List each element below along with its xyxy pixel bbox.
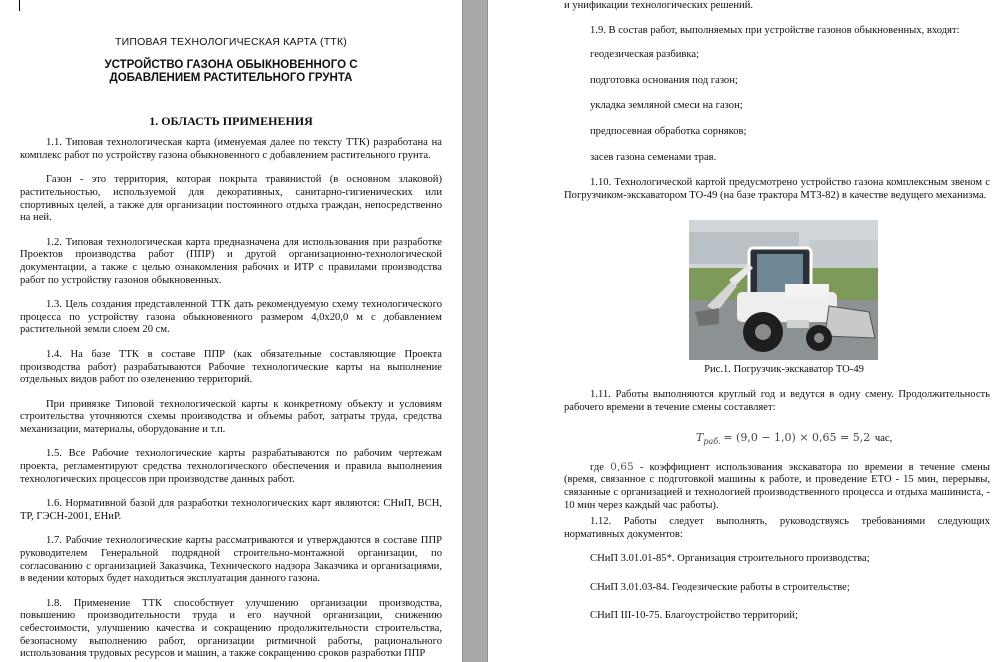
work-item: геодезическая разбивка; bbox=[590, 49, 700, 61]
left-page bbox=[0, 0, 462, 662]
paragraph-1-5: 1.5. Все Рабочие технологические карты разрабатываются по рабочим чертежам проекта, регламентируют средства технологического обеспечения и правила выполнения технологических процессов при производстве данных работ. bbox=[20, 448, 442, 485]
paragraph-1-11: 1.11. Работы выполняются круглый год и ведутся в одну смену. Продолжительность рабочего времени в течение смены составляет: bbox=[564, 388, 990, 413]
right-page bbox=[488, 0, 1004, 662]
norm-document: СНиП III-10-75. Благоустройство территорий; bbox=[590, 610, 798, 622]
work-item: укладка земляной смеси на газон; bbox=[590, 100, 743, 112]
coefficient-prefix: где bbox=[590, 461, 604, 473]
page-gutter bbox=[462, 0, 488, 662]
norm-document: СНиП 3.01.01-85*. Организация строительного производства; bbox=[590, 553, 870, 565]
formula-subscript: раб. bbox=[703, 437, 721, 447]
paragraph-1-3: 1.3. Цель создания представленной ТТК дать рекомендуемую схему технологического процесса по устройству газона обыкновенного размером 4,0х20,0 м с добавлением растительной земли слоем 20 см. bbox=[20, 299, 442, 336]
paragraph-1-12: 1.12. Работы следует выполнять, руководствуясь требованиями следующих нормативных документов: bbox=[564, 516, 990, 540]
document-type: ТИПОВАЯ ТЕХНОЛОГИЧЕСКАЯ КАРТА (ТТК) bbox=[115, 36, 347, 48]
paragraph-1-8: 1.8. Применение ТТК способствует улучшению организации производства, повышению производительности труда и его научной организации, снижению себестоимости, улучшению качества и сокращению продолжительности строительства, безопасному выполнению работ, организации ритмичной работы, рационального использования трудовых ресурсов и машин, а также сокращению сроков разработки ППР bbox=[20, 597, 442, 660]
paragraph-1-6: 1.6. Нормативной базой для разработки технологических карт являются: СНиП, ВСН, ТР, ГЭСН-2001, ЕНиР. bbox=[20, 498, 442, 522]
paragraph-1-9: 1.9. В состав работ, выполняемых при устройстве газонов обыкновенных, входят: bbox=[590, 24, 960, 36]
document-title: УСТРОЙСТВО ГАЗОНА ОБЫКНОВЕННОГО С ДОБАВЛЕНИЕМ РАСТИТЕЛЬНОГО ГРУНТА bbox=[104, 58, 358, 84]
work-item: засев газона семенами трав. bbox=[590, 151, 717, 163]
text-cursor bbox=[19, 0, 20, 11]
figure-caption: Рис.1. Погрузчик-экскаватор ТО-49 bbox=[704, 364, 864, 376]
paragraph-1-1: 1.1. Типовая технологическая карта (именуемая далее по тексту ТТК) разработана на комплекс работ по устройству газона обыкновенного с добавлением растительного грунта. bbox=[20, 137, 442, 161]
coefficient-value: 0,65 bbox=[610, 460, 634, 473]
paragraph-binding: При привязке Типовой технологической карты к конкретному объекту и условиям строительства уточняются схемы производства и объемы работ, затраты труда, средства механизации, материалы, оборудование и т.п. bbox=[20, 398, 442, 435]
work-time-formula bbox=[696, 432, 990, 449]
section-title: 1. ОБЛАСТЬ ПРИМЕНЕНИЯ bbox=[149, 113, 313, 128]
formula-unit: час, bbox=[874, 433, 893, 445]
loader-excavator-illustration bbox=[689, 220, 878, 360]
left-paragraphs bbox=[20, 137, 442, 661]
loader-excavator-photo bbox=[689, 220, 878, 360]
paragraph-1-10: 1.10. Технологической картой предусмотрено устройство газона комплексным звеном с Погрузчиком-экскаватором ТО-49 (на базе трактора МТЗ-82) в качестве ведущего механизма. bbox=[564, 177, 990, 201]
paragraph-lawn-definition: Газон - это территория, которая покрыта травянистой (в основном злаковой) растительностью, используемой для декоративных, санитарно-гигиенических или спортивных целей, а также для организации постоянного отдыха граждан, непосредственно на ней. bbox=[20, 174, 442, 224]
formula-symbol: T bbox=[696, 431, 704, 445]
continued-fragment: и унификации технологических решений. bbox=[564, 0, 754, 11]
work-item: предпосевная обработка сорняков; bbox=[590, 125, 747, 137]
norm-document: СНиП 3.01.03-84. Геодезические работы в строительстве; bbox=[590, 581, 850, 593]
paragraph-1-2: 1.2. Типовая технологическая карта предназначена для использования при разработке Проектов производства работ (ППР) и другой организационно-технологической документации, а также с целью ознакомления рабочих и ИТР с правилами производства работ по устройству газонов обыкновенных. bbox=[20, 236, 442, 286]
paragraph-1-7: 1.7. Рабочие технологические карты рассматриваются и утверждаются в составе ППР руководителем Генеральной подрядной строительно-монтажной организации, по согласованию с организацией Заказчика, Технического надзора Заказчика и организациями, в ведении которых будет находиться эксплуатация данного газона. bbox=[20, 535, 442, 585]
formula-expression: = (9,0 − 1,0) × 0,65 = 5,2 bbox=[723, 431, 871, 445]
right-content bbox=[564, 0, 990, 623]
work-item: подготовка основания под газон; bbox=[590, 74, 738, 86]
coefficient-text: - коэффициент использования экскаватора по времени в течение смены (время, связанное с подготовкой машины к работе, и проведение ЕТО - 15 мин, перерывы, связанные с организацией и технологией производственного процесса и отдыха машиниста, - 10 мин через каждый час работы). bbox=[564, 461, 990, 511]
coefficient-explanation bbox=[564, 461, 990, 512]
paragraph-1-4: 1.4. На базе ТТК в составе ППР (как обязательные составляющие Проекта производства работ) разрабатываются Рабочие технологические карты на выполнение отдельных видов работ по озеленению территорий. bbox=[20, 348, 442, 386]
